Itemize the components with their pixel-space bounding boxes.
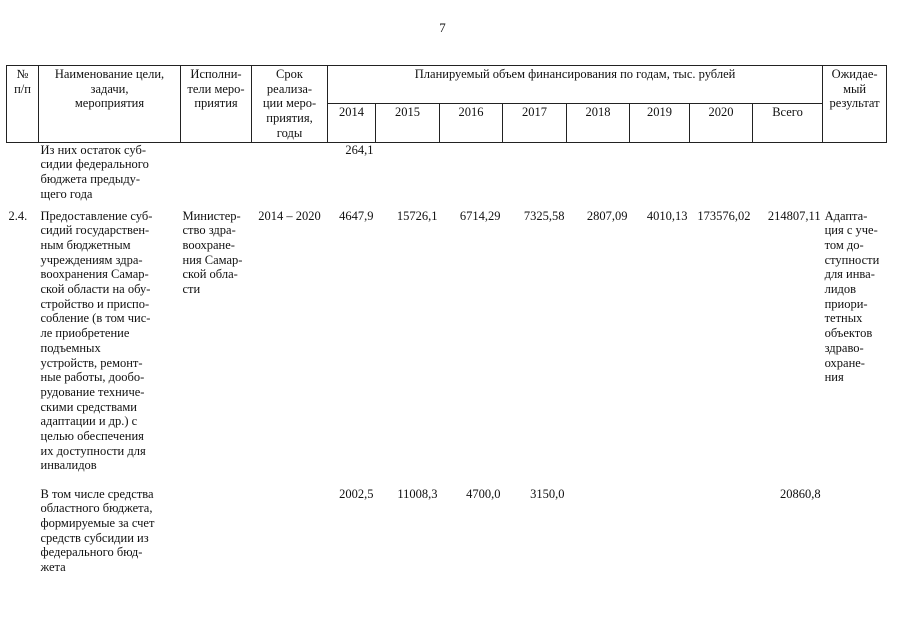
row-value: 15726,1 xyxy=(396,208,438,223)
table-row xyxy=(7,203,887,483)
row-value: 4647,9 xyxy=(339,208,374,223)
row-value: 264,1 xyxy=(345,142,374,157)
row-name: В том числе средства областного бюджета, формируемые за счет средств субсидии из федерального бюд- жета xyxy=(40,486,155,575)
table-header xyxy=(7,66,887,143)
header-year: 2016 xyxy=(440,104,503,142)
row-value xyxy=(630,483,690,575)
row-result: Адапта- ция с уче- том до- ступности для инва- лидов приори- тетных объектов здраво- охране- ния xyxy=(824,208,880,385)
header-year: 2015 xyxy=(376,104,440,142)
header-term: Срок реализа- ции меро- приятия, годы xyxy=(252,66,328,143)
header-result: Ожидае- мый результат xyxy=(823,66,887,143)
page-number: 7 xyxy=(439,20,446,35)
row-result xyxy=(823,483,887,575)
row-value xyxy=(630,142,690,203)
row-executors xyxy=(181,483,252,575)
row-term xyxy=(252,142,328,203)
row-value: 11008,3 xyxy=(397,486,438,501)
row-executors: Министер- ство здра- воохране- ния Самар- ской обла- сти xyxy=(182,208,243,297)
header-num: № п/п xyxy=(7,66,39,143)
header-year: 2018 xyxy=(567,104,630,142)
row-total: 214807,11 xyxy=(767,208,821,223)
row-value xyxy=(376,142,440,203)
header-name: Наименование цели, задачи, мероприятия xyxy=(39,66,181,143)
header-year: 2019 xyxy=(630,104,690,142)
row-num xyxy=(7,483,39,575)
row-num xyxy=(7,142,39,203)
header-year: 2014 xyxy=(328,104,376,142)
row-value xyxy=(567,483,630,575)
header-funding: Планируемый объем финансирования по годам, тыс. рублей xyxy=(328,66,823,104)
header-executors: Исполни- тели меро- приятия xyxy=(181,66,252,143)
row-value: 6714,29 xyxy=(459,208,501,223)
row-num: 2.4. xyxy=(8,208,28,223)
header-year: 2017 xyxy=(503,104,567,142)
row-value: 7325,58 xyxy=(523,208,565,223)
row-name: Из них остаток суб- сидии федерального бюджета предыду- щего года xyxy=(40,142,149,201)
row-name: Предоставление суб- сидий государствен- ным бюджетным учреждениям здра- воохранения Самар- ской области на обу- стройство и приспо- собление (в том чис- ле приобретение подъемных устройств, ремонт- ные работы, дообо- рудование техниче- скими средствами адаптации и др.) с целью обеспечения их доступности для инвалидов xyxy=(40,208,153,473)
row-term: 2014 – 2020 xyxy=(258,208,321,223)
header-year: 2020 xyxy=(690,104,753,142)
row-value xyxy=(567,142,630,203)
row-term xyxy=(252,483,328,575)
table-row xyxy=(7,142,887,203)
row-value xyxy=(690,142,753,203)
row-value: 3150,0 xyxy=(530,486,565,501)
row-executors xyxy=(181,142,252,203)
header-total: Всего xyxy=(753,104,823,142)
row-result xyxy=(823,142,887,203)
row-total: 20860,8 xyxy=(779,486,821,501)
row-value: 173576,02 xyxy=(697,208,751,223)
financing-table xyxy=(6,65,887,575)
row-value xyxy=(690,483,753,575)
row-value xyxy=(503,142,567,203)
row-value: 4700,0 xyxy=(466,486,501,501)
table-row xyxy=(7,483,887,575)
row-total xyxy=(753,142,823,203)
row-value: 2807,09 xyxy=(586,208,628,223)
row-value: 4010,13 xyxy=(646,208,688,223)
row-value: 2002,5 xyxy=(339,486,374,501)
row-value xyxy=(440,142,503,203)
